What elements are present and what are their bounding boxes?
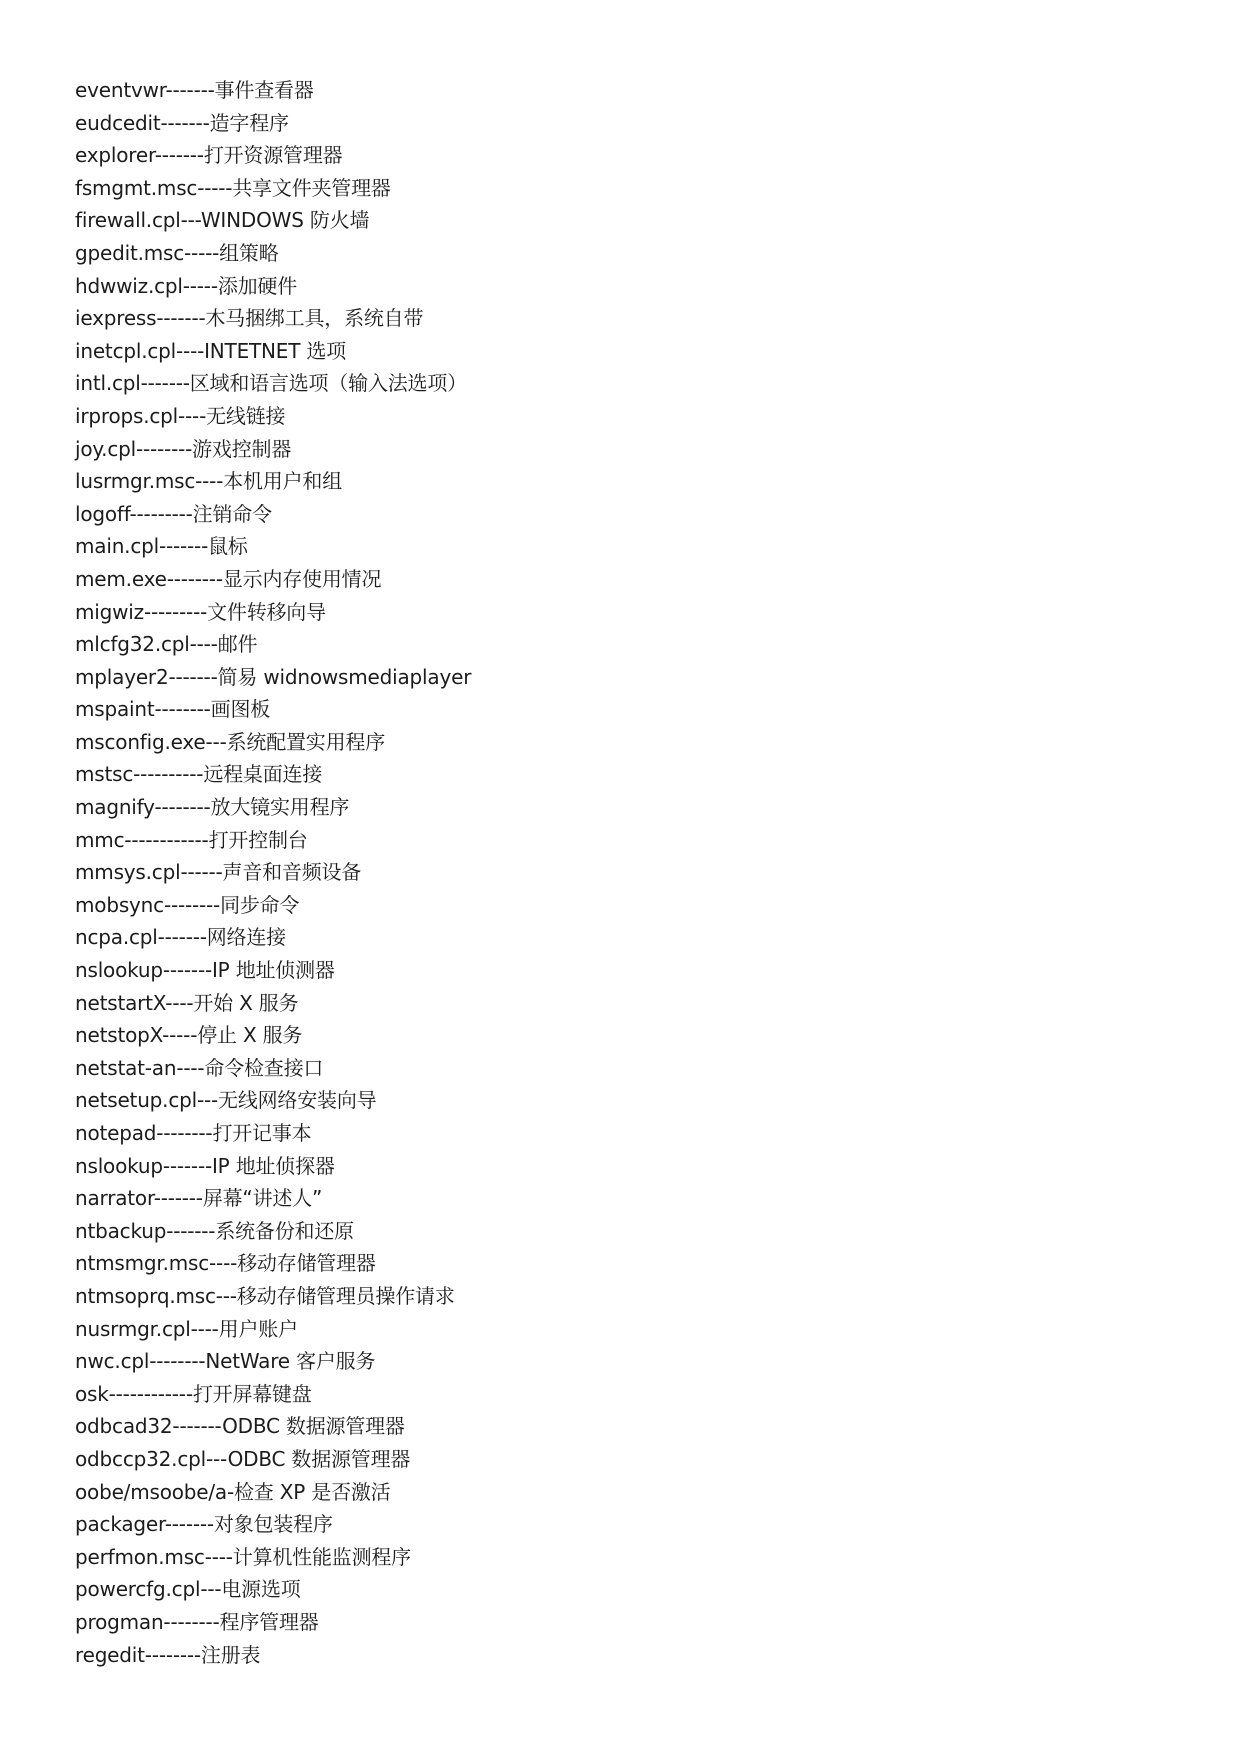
command-line: msconfig.exe---系统配置实用程序 [75, 729, 385, 754]
command-line: mspaint--------画图板 [75, 697, 271, 722]
command-line: ncpa.cpl-------网络连接 [75, 925, 286, 950]
command-line: intl.cpl-------区域和语言选项（输入法选项） [75, 371, 467, 396]
command-line: narrator-------屏幕“讲述人” [75, 1186, 323, 1211]
command-line: odbcad32-------ODBC 数据源管理器 [75, 1414, 405, 1439]
command-line: nusrmgr.cpl----用户账户 [75, 1316, 298, 1341]
command-line: odbccp32.cpl---ODBC 数据源管理器 [75, 1446, 411, 1471]
command-line: mplayer2-------简易 widnowsmediaplayer [75, 664, 472, 689]
command-list [75, 74, 471, 1671]
command-line: mstsc----------远程桌面连接 [75, 762, 323, 787]
command-line: ntmsoprq.msc---移动存储管理员操作请求 [75, 1283, 455, 1308]
command-line: eventvwr-------事件查看器 [75, 78, 314, 102]
command-line: joy.cpl--------游戏控制器 [75, 436, 292, 461]
command-line: notepad--------打开记事本 [75, 1121, 312, 1145]
command-line: migwiz---------文件转移向导 [75, 599, 326, 624]
command-line: ntbackup-------系统备份和还原 [75, 1218, 354, 1243]
command-line: nwc.cpl--------NetWare 客户服务 [75, 1349, 376, 1374]
command-line: main.cpl-------鼠标 [75, 534, 248, 559]
command-line: inetcpl.cpl----INTETNET 选项 [75, 338, 347, 363]
command-line: explorer-------打开资源管理器 [75, 143, 343, 168]
command-line: perfmon.msc----计算机性能监测程序 [75, 1544, 411, 1569]
command-line: mobsync--------同步命令 [75, 892, 300, 917]
command-line: mlcfg32.cpl----邮件 [75, 632, 258, 657]
command-line: oobe/msoobe/a-检查 XP 是否激活 [75, 1479, 391, 1504]
command-line: netsetup.cpl---无线网络安装向导 [75, 1088, 377, 1113]
command-line: nslookup-------IP 地址侦测器 [75, 958, 335, 983]
command-line: progman--------程序管理器 [75, 1609, 319, 1634]
command-line: irprops.cpl----无线链接 [75, 403, 286, 428]
command-line: mmc------------打开控制台 [75, 827, 308, 852]
command-line: iexpress-------木马捆绑工具，系统自带 [75, 306, 424, 331]
command-line: fsmgmt.msc-----共享文件夹管理器 [75, 175, 391, 200]
command-line: hdwwiz.cpl-----添加硬件 [75, 273, 298, 298]
command-line: eudcedit-------造字程序 [75, 110, 289, 135]
command-line: netstartX----开始 X 服务 [75, 990, 299, 1015]
command-line: regedit--------注册表 [75, 1642, 261, 1667]
command-line: logoff---------注销命令 [75, 501, 272, 526]
command-line: powercfg.cpl---电源选项 [75, 1577, 301, 1602]
command-line: ntmsmgr.msc----移动存储管理器 [75, 1251, 376, 1276]
command-line: gpedit.msc-----组策略 [75, 240, 279, 265]
command-line: netstopX-----停止 X 服务 [75, 1023, 303, 1048]
command-line: nslookup-------IP 地址侦探器 [75, 1153, 335, 1178]
command-line: mmsys.cpl------声音和音频设备 [75, 860, 362, 885]
command-line: packager-------对象包装程序 [75, 1512, 333, 1537]
command-line: mem.exe--------显示内存使用情况 [75, 566, 382, 591]
command-line: magnify--------放大镜实用程序 [75, 795, 350, 820]
command-line: netstat-an----命令检查接口 [75, 1055, 324, 1080]
command-line: firewall.cpl---WINDOWS 防火墙 [75, 208, 370, 233]
command-line: lusrmgr.msc----本机用户和组 [75, 469, 343, 494]
command-line: osk------------打开屏幕键盘 [75, 1381, 312, 1406]
